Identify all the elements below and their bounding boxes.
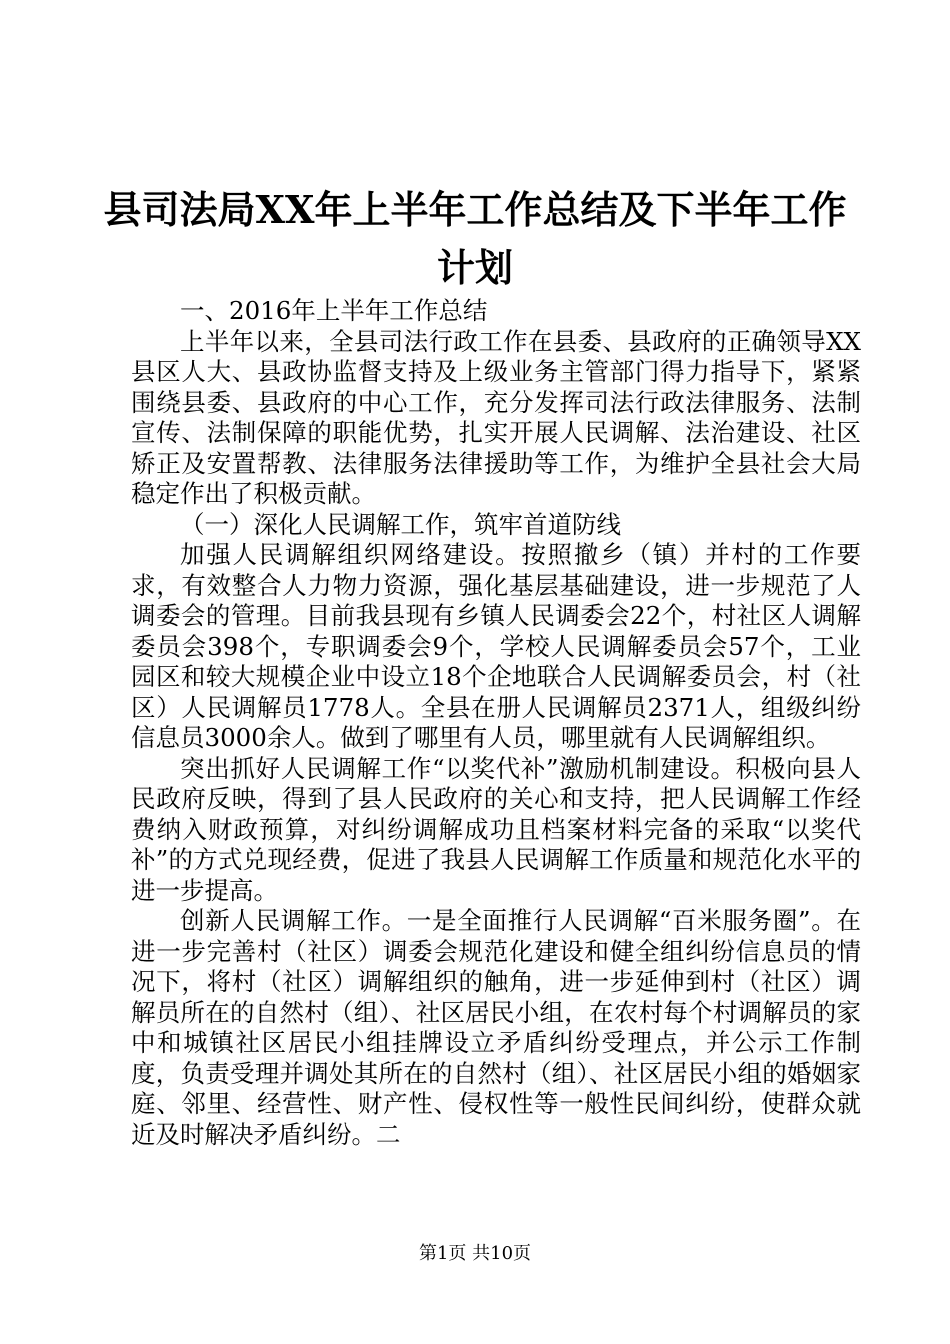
subsection-heading-1: （一）深化人民调解工作，筑牢首道防线 bbox=[180, 509, 621, 539]
document-body bbox=[131, 296, 861, 1150]
body-paragraph: 上半年以来，全县司法行政工作在县委、县政府的正确领导XX县区人大、县政协监督支持及上级业务主管部门得力指导下，紧紧围绕县委、县政府的中心工作，充分发挥司法行政法律服务、法制宣传、法制保障的职能优势，扎实开展人民调解、法治建设、社区矫正及安置帮教、法律服务法律援助等工作，为维护全县社会大局稳定作出了积极贡献。 bbox=[131, 326, 861, 508]
body-paragraph: 创新人民调解工作。一是全面推行人民调解“百米服务圈”。在进一步完善村（社区）调委会规范化建设和健全组纠纷信息员的情况下，将村（社区）调解组织的触角，进一步延伸到村（社区）调解员所在的自然村（组）、社区居民小组，在农村每个村调解员的家中和城镇社区居民小组挂牌设立矛盾纠纷受理点，并公示工作制度，负责受理并调处其所在的自然村（组）、社区居民小组的婚姻家庭、邻里、经营性、财产性、侵权性等一般性民间纠纷，使群众就近及时解决矛盾纠纷。二 bbox=[131, 906, 861, 1149]
section-heading-1: 一、2016年上半年工作总结 bbox=[180, 296, 488, 325]
document-title-line-1: 县司法局XX年上半年工作总结及下半年工作 bbox=[103, 187, 847, 232]
page-number-footer: 第1页 共10页 bbox=[418, 1243, 532, 1264]
body-paragraph: 加强人民调解组织网络建设。按照撤乡（镇）并村的工作要求，有效整合人力物力资源，强化基层基础建设，进一步规范了人调委会的管理。目前我县现有乡镇人民调委会22个，村社区人调解委员会398个，专职调委会9个，学校人民调解委员会57个，工业园区和较大规模企业中设立18个企地联合人民调解委员会，村（社区）人民调解员1778人。全县在册人民调解员2371人，组级纠纷信息员3000余人。做到了哪里有人员，哪里就有人民调解组织。 bbox=[131, 540, 861, 752]
body-paragraph: 突出抓好人民调解工作“以奖代补”激励机制建设。积极向县人民政府反映，得到了县人民政府的关心和支持，把人民调解工作经费纳入财政预算，对纠纷调解成功且档案材料完备的采取“以奖代补”的方式兑现经费，促进了我县人民调解工作质量和规范化水平的进一步提高。 bbox=[131, 753, 861, 905]
document-title-line-2: 计划 bbox=[436, 245, 513, 290]
